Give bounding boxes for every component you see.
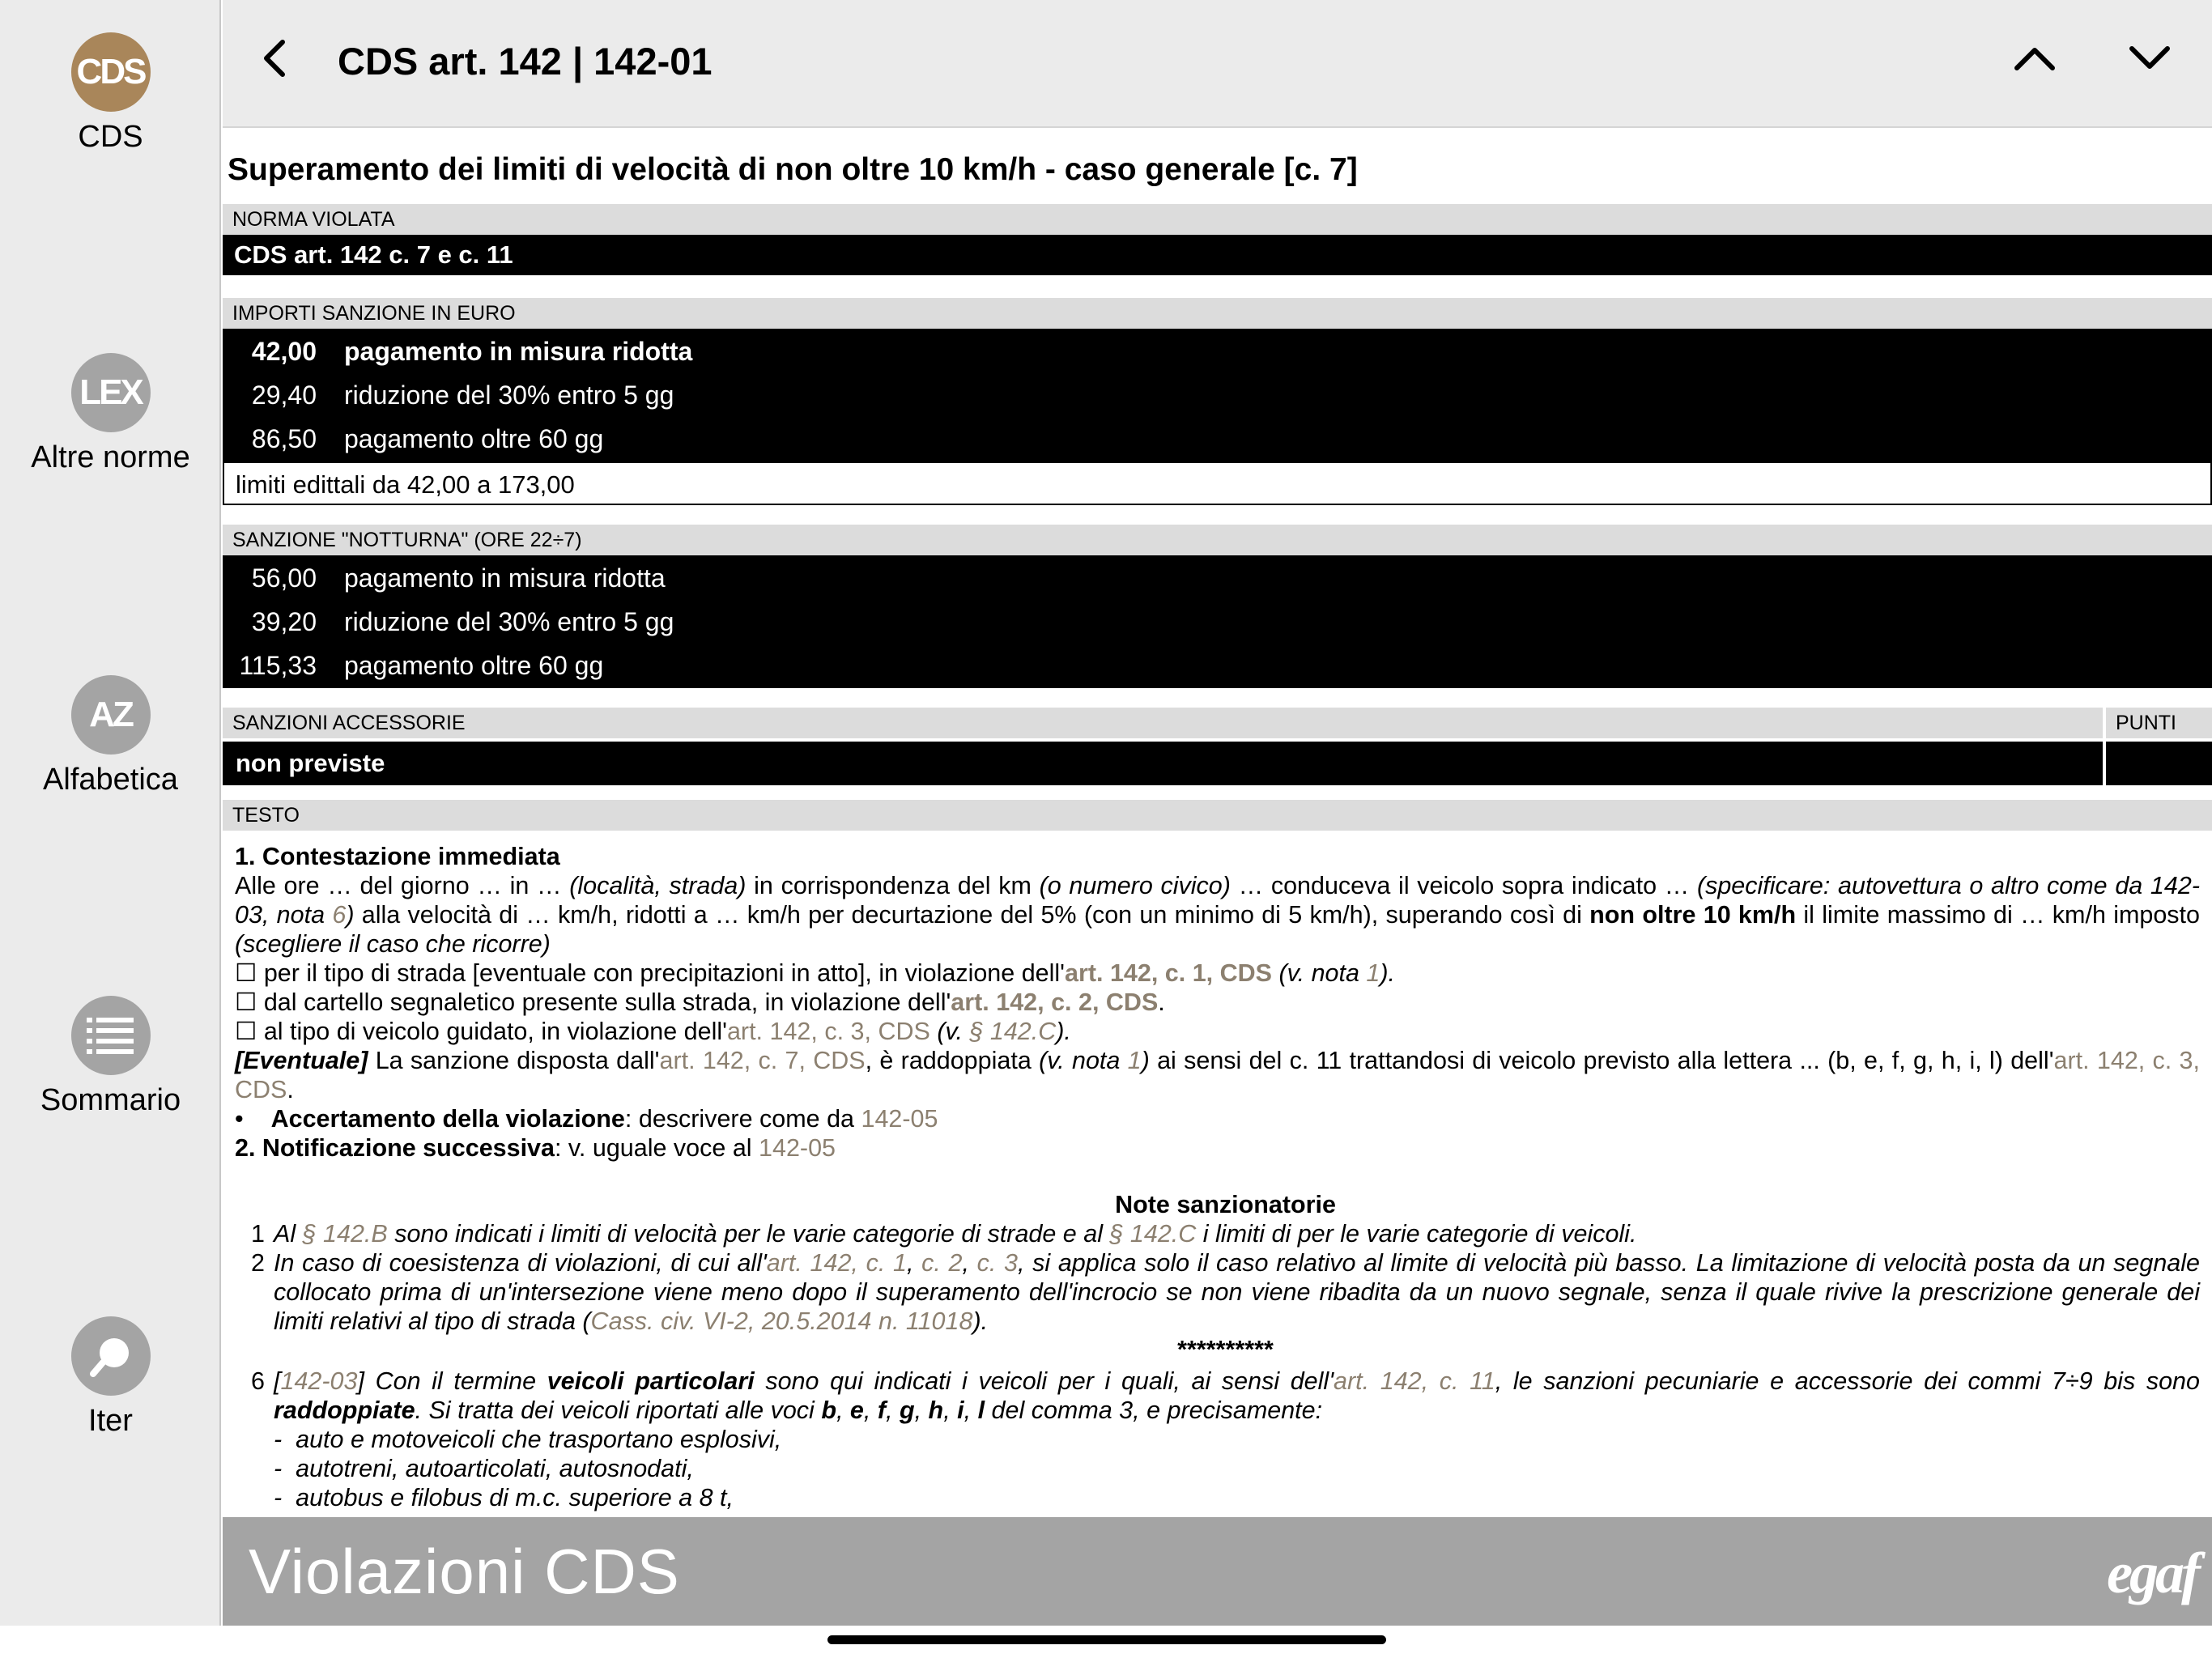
section-label-punti: PUNTI (2106, 708, 2212, 738)
importo-desc: pagamento oltre 60 gg (344, 424, 604, 453)
sidebar (0, 0, 221, 1626)
note-link[interactable]: 1 (1366, 959, 1380, 987)
ref-link[interactable]: 142-03 (280, 1367, 358, 1395)
law-link[interactable]: art. 142, c. 3, CDS (235, 1047, 2200, 1103)
section-link[interactable]: § 142.C (1109, 1220, 1197, 1248)
importo-row (223, 417, 2212, 461)
nav-label: Altre norme (31, 440, 190, 474)
footer-bar (223, 1517, 2212, 1626)
importo-desc: pagamento in misura ridotta (344, 563, 666, 593)
note-item: 2 In caso di coesistenza di violazioni, di cui all'art. 142, c. 1, c. 2, c. 3, si applica solo il caso relativo al limite di velocità più basso. La limitazione di velocità posta da un segnale collocato prima di un'intersezione viene meno dopo il superamento dell'incrocio se non viene ribadita da un nuovo segnale, senza il quale rivive la prescrizione generale dei limiti relativi al tipo di strada (Cass. civ. VI-2, 20.5.2014 n. 11018). (251, 1249, 2200, 1335)
section-label-testo: TESTO (223, 800, 2212, 831)
page-title: CDS art. 142 | 142-01 (338, 40, 713, 83)
bullet-item: • Accertamento della violazione: descrivere come da 142-05 (235, 1105, 938, 1133)
law-link[interactable]: art. 142, c. 7, CDS (659, 1047, 866, 1074)
checkbox-icon: ☐ (235, 1018, 257, 1045)
egaf-logo: egaf (2107, 1541, 2197, 1605)
importo-desc: pagamento in misura ridotta (344, 337, 693, 366)
nav-label: Iter (88, 1404, 133, 1438)
importo-amount: 56,00 (251, 563, 317, 593)
notes-title: Note sanzionatorie (1115, 1191, 1336, 1218)
importo-amount: 39,20 (251, 607, 317, 636)
ref-link[interactable]: 142-05 (861, 1105, 938, 1133)
importo-row (223, 556, 2212, 600)
checkbox-item: ☐ dal cartello segnaletico presente sulla strada, in violazione dell'art. 142, c. 2, CDS. (235, 988, 1165, 1016)
law-link[interactable]: c. 2 (921, 1249, 963, 1277)
top-bar (223, 0, 2212, 128)
nav-label: Alfabetica (43, 763, 178, 797)
list-icon (71, 996, 151, 1075)
checkbox-icon: ☐ (235, 988, 257, 1016)
law-link[interactable]: c. 3 (976, 1249, 1018, 1277)
checkbox-item: ☐ per il tipo di strada [eventuale con precipitazioni in atto], in violazione dell'art. 142, c. 1, CDS (v. nota 1). (235, 959, 1396, 987)
magnifier-icon (71, 1316, 151, 1396)
law-link[interactable]: art. 142, c. 3, CDS (726, 1018, 930, 1045)
accessorie-value: non previste (223, 742, 2103, 785)
section-label-notturna: SANZIONE "NOTTURNA" (ORE 22÷7) (223, 525, 2212, 555)
testo-paragraph: [Eventuale] La sanzione disposta dall'art. 142, c. 7, CDS, è raddoppiata (v. nota 1) ai sensi del c. 11 trattandosi di veicolo previsto alla lettera ... (b, e, f, g, h, i, l) dell'art. 142, c. 3, CDS. (235, 1047, 2200, 1103)
note-item: 1 Al § 142.B sono indicati i limiti di velocità per le varie categorie di strade e al § 142.C i limiti di per le varie categorie di veicoli. (251, 1220, 1637, 1248)
importo-desc: pagamento oltre 60 gg (344, 651, 604, 680)
limiti-edittali: limiti edittali da 42,00 a 173,00 (223, 461, 2212, 505)
nav-sommario[interactable] (0, 996, 221, 1118)
importo-row (223, 373, 2212, 417)
checkbox-icon: ☐ (235, 959, 257, 987)
chevron-up-icon[interactable] (2012, 42, 2057, 74)
notturna-block (223, 555, 2212, 688)
ref-link[interactable]: 142-05 (759, 1134, 836, 1162)
violation-heading: Superamento dei limiti di velocità di non oltre 10 km/h - caso generale [c. 7] (228, 152, 1358, 187)
law-link[interactable]: art. 142, c. 1 (766, 1249, 907, 1277)
nav-label: CDS (78, 120, 143, 154)
testo-heading: 1. Contestazione immediata (235, 843, 560, 870)
nav-label: Sommario (40, 1083, 181, 1117)
checkbox-item: ☐ al tipo di veicolo guidato, in violazione dell'art. 142, c. 3, CDS (v. § 142.C). (235, 1018, 1071, 1045)
app-title: Violazioni CDS (249, 1536, 680, 1607)
importo-amount: 42,00 (251, 337, 317, 366)
note-link[interactable]: 6 (332, 901, 347, 929)
importo-desc: riduzione del 30% entro 5 gg (344, 380, 674, 410)
testo-body (235, 842, 2200, 1163)
note-item: 6 [142-03] Con il termine veicoli particolari sono qui indicati i veicoli per i quali, ai sensi dell'art. 142, c. 11, le sanzioni pecuniarie e accessorie dei commi 7÷9 bis sono raddoppiate. Si tratta dei veicoli riportati alle voci b, e, f, g, h, i, l del comma 3, e precisamente: (251, 1367, 2200, 1424)
importo-row (223, 329, 2212, 373)
list-item: - autobus e filobus di m.c. superiore a 8 t, (274, 1484, 734, 1511)
law-link[interactable]: art. 142, c. 11 (1334, 1367, 1495, 1395)
nav-alfabetica[interactable] (0, 675, 221, 797)
importo-row (223, 600, 2212, 644)
norma-value: CDS art. 142 c. 7 e c. 11 (223, 235, 2212, 275)
nav-altre-norme[interactable] (0, 353, 221, 475)
separator-stars: ********** (1177, 1336, 1274, 1363)
testo-paragraph: Alle ore … del giorno … in … (località, strada) in corrispondenza del km (o numero civico) … conduceva il veicolo sopra indicato … (specificare: autovettura o altro come da 142-03, nota 6) alla velocità di … km/h, ridotti a … km/h per decurtazione del 5% (con un minimo di 5 km/h), superando così di non oltre 10 km/h il limite massimo di … km/h imposto (scegliere il caso che ricorre) (235, 872, 2200, 958)
law-link[interactable]: art. 142, c. 2, CDS (951, 988, 1159, 1016)
list-item: - autotreni, autoarticolati, autosnodati, (274, 1455, 694, 1482)
note-link[interactable]: 1 (1127, 1047, 1142, 1074)
section-link[interactable]: § 142.B (302, 1220, 388, 1248)
home-indicator[interactable] (827, 1635, 1386, 1644)
section-link[interactable]: § 142.C (969, 1018, 1057, 1045)
section-label-importi: IMPORTI SANZIONE IN EURO (223, 298, 2212, 329)
testo-paragraph: 2. Notificazione successiva: v. uguale voce al 142-05 (235, 1134, 836, 1162)
section-label-norma: NORMA VIOLATA (223, 204, 2212, 235)
section-label-accessorie: SANZIONI ACCESSORIE (223, 708, 2103, 738)
az-icon: AZ (71, 675, 151, 755)
lex-icon: LEX (71, 353, 151, 432)
importo-row (223, 644, 2212, 687)
law-link[interactable]: art. 142, c. 1, CDS (1065, 959, 1273, 987)
importo-desc: riduzione del 30% entro 5 gg (344, 607, 674, 636)
importo-amount: 29,40 (251, 380, 317, 410)
nav-iter[interactable] (0, 1316, 221, 1439)
back-chevron-icon[interactable] (255, 37, 297, 79)
case-link[interactable]: Cass. civ. VI-2, 20.5.2014 n. 11018 (590, 1307, 973, 1335)
importo-amount: 115,33 (239, 651, 317, 680)
punti-value (2106, 742, 2212, 785)
importo-amount: 86,50 (251, 424, 317, 453)
list-item: - auto e motoveicoli che trasportano esplosivi, (274, 1426, 782, 1453)
nav-cds[interactable] (0, 32, 221, 155)
chevron-down-icon[interactable] (2127, 42, 2172, 74)
notes-section (251, 1190, 2200, 1512)
importi-block (223, 329, 2212, 461)
content-area[interactable] (223, 130, 2212, 1517)
cds-icon: CDS (71, 32, 151, 112)
